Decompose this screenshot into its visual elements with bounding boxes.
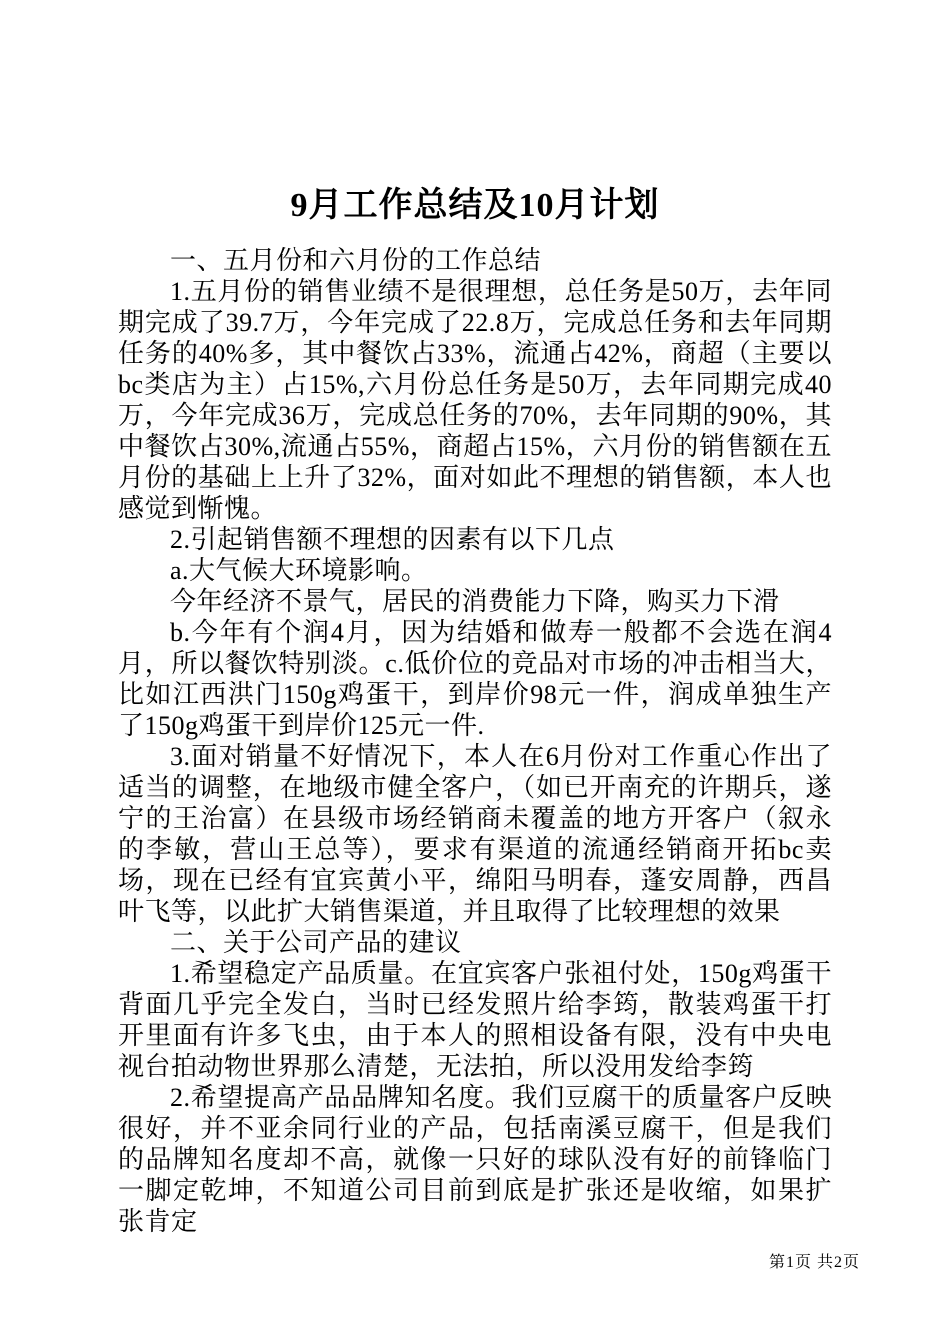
paragraph-factor-b-c: b.今年有个润4月，因为结婚和做寿一般都不会选在润4月，所以餐饮特别淡。c.低价位的竞品对市场的冲击相当大，比如江西洪门150g鸡蛋干，到岸价98元一件，润成单独生产了150g鸡蛋干到岸价125元一件. xyxy=(118,617,832,740)
paragraph-factor-a-detail: 今年经济不景气，居民的消费能力下降，购买力下滑 xyxy=(170,586,780,616)
page-number-footer: 第1页 共2页 xyxy=(768,1254,860,1271)
paragraph-suggestion-quality: 1.希望稳定产品质量。在宜宾客户张祖付处，150g鸡蛋干背面几乎完全发白，当时已经发照片给李筠，散装鸡蛋干打开里面有许多飞虫，由于本人的照相设备有限，没有中央电视台拍动物世界那么清楚，无法拍，所以没用发给李筠 xyxy=(118,958,832,1081)
paragraph-factors-heading: 2.引起销售额不理想的因素有以下几点 xyxy=(170,524,615,554)
paragraph-sales-summary: 1.五月份的销售业绩不是很理想，总任务是50万，去年同期完成了39.7万，今年完成了22.8万，完成总任务和去年同期任务的40%多，其中餐饮占33%，流通占42%，商超（主要以bc类店为主）占15%,六月份总任务是50万，去年同期完成40万，今年完成36万，完成总任务的70%，去年同期的90%，其中餐饮占30%,流通占55%，商超占15%，六月份的销售额在五月份的基础上上升了32%，面对如此不理想的销售额，本人也感觉到惭愧。 xyxy=(118,276,832,523)
paragraph-suggestion-brand: 2.希望提高产品品牌知名度。我们豆腐干的质量客户反映很好，并不亚余同行业的产品，包括南溪豆腐干，但是我们的品牌知名度却不高，就像一只好的球队没有好的前锋临门一脚定乾坤，不知道公司目前到底是扩张还是收缩，如果扩张肯定 xyxy=(118,1082,832,1236)
paragraph-section-2-heading: 二、关于公司产品的建议 xyxy=(170,927,462,957)
paragraph-adjustments: 3.面对销量不好情况下，本人在6月份对工作重心作出了适当的调整，在地级市健全客户，（如已开南充的许期兵，遂宁的王治富）在县级市场经销商未覆盖的地方开客户（叙永的李敏，营山王总等），要求有渠道的流通经销商开拓bc卖场，现在已经有宜宾黄小平，绵阳马明春，蓬安周静，西昌叶飞等，以此扩大销售渠道，并且取得了比较理想的效果 xyxy=(118,741,832,926)
paragraph-section-1-heading: 一、五月份和六月份的工作总结 xyxy=(170,245,542,275)
document-body xyxy=(118,245,832,1237)
document-title: 9月工作总结及10月计划 xyxy=(290,187,660,224)
paragraph-factor-a: a.大气候大环境影响。 xyxy=(170,555,428,585)
